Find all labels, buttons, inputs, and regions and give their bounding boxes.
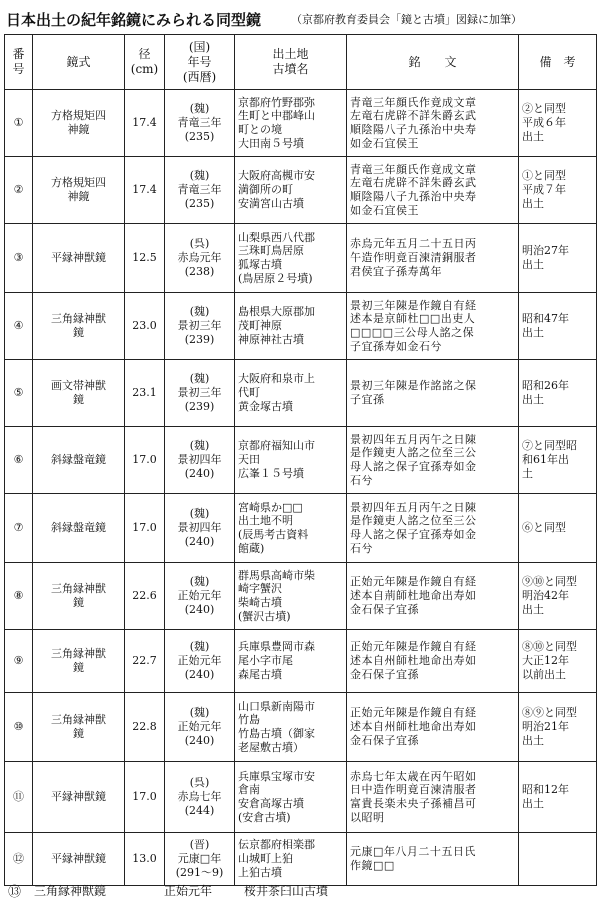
row-num: ⑪ bbox=[5, 762, 33, 833]
row-inscription: 景初四年五月丙午之日陳 是作鏡吏人詺之位至三公 母人詺之保子宜孫寿如金 石兮 bbox=[347, 494, 519, 563]
row-note: 明治27年 出土 bbox=[519, 224, 597, 293]
row-inscription: 赤烏七年太歳在丙午昭如 日中造作明竟百湅清服者 富貴長楽未央子孫補昌可 以昭明 bbox=[347, 762, 519, 833]
row-type: 平縁神獣鏡 bbox=[33, 762, 125, 833]
table-row bbox=[5, 427, 597, 494]
row-location: 京都府福知山市 天田 広峯１５号墳 bbox=[235, 427, 347, 494]
row-location: 大阪府和泉市上 代町 黄金塚古墳 bbox=[235, 360, 347, 427]
header-num: 番 号 bbox=[5, 35, 33, 90]
row-type: 斜縁盤竜鏡 bbox=[33, 427, 125, 494]
footer-entry bbox=[8, 878, 598, 902]
row-inscription: 正始元年陳是作鏡自有経 述本自州師杜地命出寿如 金石保子宜孫 bbox=[347, 630, 519, 693]
row-inscription: 青竜三年顔氏作竟成文章 左竜右虎辟不詳朱爵玄武 順陰陽八子九孫治中央寿 如金石宜侯王 bbox=[347, 90, 519, 157]
table-row bbox=[5, 630, 597, 693]
table-row bbox=[5, 693, 597, 762]
row-era: (魏) 正始元年 (240) bbox=[165, 563, 235, 630]
row-num: ⑨ bbox=[5, 630, 33, 693]
row-diameter: 17.4 bbox=[125, 90, 165, 157]
row-type: 画文帯神獣 鏡 bbox=[33, 360, 125, 427]
row-inscription: 正始元年陳是作鏡自有経 述本自州師杜地命出寿如 金石保子宜孫 bbox=[347, 693, 519, 762]
row-location: 島根県大原郡加 茂町神原 神原神社古墳 bbox=[235, 293, 347, 360]
row-diameter: 22.6 bbox=[125, 563, 165, 630]
header-inscription: 銘 文 bbox=[347, 35, 519, 90]
row-era: (魏) 青竜三年 (235) bbox=[165, 157, 235, 224]
row-location: 宮崎県か□□ 出土地不明 (辰馬考古資料 館蔵) bbox=[235, 494, 347, 563]
footer-location: 桜井茶臼山古墳 bbox=[244, 883, 329, 898]
row-era: (魏) 景初四年 (240) bbox=[165, 494, 235, 563]
footer-type: 三角縁神獣鏡 bbox=[34, 883, 107, 898]
row-inscription: 景初三年陳是作詺詺之保 子宜孫 bbox=[347, 360, 519, 427]
row-num: ⑩ bbox=[5, 693, 33, 762]
row-era: (晋) 元康□年 (291～9) bbox=[165, 833, 235, 886]
row-num: ② bbox=[5, 157, 33, 224]
row-inscription: 青竜三年顔氏作竟成文章 左竜右虎辟不詳朱爵玄武 順陰陽八子九孫治中央寿 如金石宜侯王 bbox=[347, 157, 519, 224]
row-era: (魏) 青竜三年 (235) bbox=[165, 90, 235, 157]
row-inscription: 正始元年陳是作鏡自有経 述本自荊師杜地命出寿如 金石保子宜孫 bbox=[347, 563, 519, 630]
row-location: 山口県新南陽市 竹島 竹島古墳（御家 老屋敷古墳） bbox=[235, 693, 347, 762]
table-row bbox=[5, 293, 597, 360]
row-diameter: 17.0 bbox=[125, 427, 165, 494]
row-type: 三角縁神獣 鏡 bbox=[33, 563, 125, 630]
row-era: (魏) 景初三年 (239) bbox=[165, 360, 235, 427]
header-note: 備 考 bbox=[519, 35, 597, 90]
table-row bbox=[5, 224, 597, 293]
row-num: ⑦ bbox=[5, 494, 33, 563]
header-diameter: 径 (cm) bbox=[125, 35, 165, 90]
row-diameter: 12.5 bbox=[125, 224, 165, 293]
table-row bbox=[5, 494, 597, 563]
row-era: (魏) 正始元年 (240) bbox=[165, 693, 235, 762]
row-num: ⑤ bbox=[5, 360, 33, 427]
row-num: ① bbox=[5, 90, 33, 157]
row-note: ①と同型 平成７年 出土 bbox=[519, 157, 597, 224]
row-note: ⑦と同型昭 和61年出 土 bbox=[519, 427, 597, 494]
row-diameter: 17.0 bbox=[125, 762, 165, 833]
row-inscription: 景初四年五月丙午之日陳 是作鏡吏人詺之位至三公 母人詺之保子宜孫寿如金 石兮 bbox=[347, 427, 519, 494]
row-num: ⑫ bbox=[5, 833, 33, 886]
row-type: 平縁神獣鏡 bbox=[33, 224, 125, 293]
row-type: 斜縁盤竜鏡 bbox=[33, 494, 125, 563]
header-type: 鏡式 bbox=[33, 35, 125, 90]
source-note: （京都府教育委員会「鏡と古墳」図録に加筆） bbox=[291, 13, 523, 26]
row-diameter: 13.0 bbox=[125, 833, 165, 886]
row-type: 三角縁神獣 鏡 bbox=[33, 693, 125, 762]
row-location: 山梨県西八代郡 三珠町鳥居原 狐塚古墳 (鳥居原２号墳) bbox=[235, 224, 347, 293]
row-diameter: 17.0 bbox=[125, 494, 165, 563]
row-inscription: 赤烏元年五月二十五日丙 午造作明竟百湅清銅服者 君侯宜子孫寿萬年 bbox=[347, 224, 519, 293]
header-location: 出土地 古墳名 bbox=[235, 35, 347, 90]
row-note: ②と同型 平成６年 出土 bbox=[519, 90, 597, 157]
row-type: 三角縁神獣 鏡 bbox=[33, 293, 125, 360]
table-row bbox=[5, 360, 597, 427]
row-era: (呉) 赤烏元年 (238) bbox=[165, 224, 235, 293]
row-location: 兵庫県宝塚市安 倉南 安倉高塚古墳 (安倉古墳) bbox=[235, 762, 347, 833]
table-row bbox=[5, 563, 597, 630]
footer-era: 正始元年 bbox=[164, 883, 213, 898]
row-era: (呉) 赤烏七年 (244) bbox=[165, 762, 235, 833]
header-row bbox=[5, 35, 597, 90]
table-row bbox=[5, 762, 597, 833]
row-inscription: 景初三年陳是作鏡自有経 述本是京師杜□□出吏人 □□□□三公母人詺之保 子宜孫寿如金石兮 bbox=[347, 293, 519, 360]
row-era: (魏) 正始元年 (240) bbox=[165, 630, 235, 693]
row-era: (魏) 景初三年 (239) bbox=[165, 293, 235, 360]
footer-num: ⑬ bbox=[8, 884, 22, 900]
row-location: 兵庫県豊岡市森 尾小字市尾 森尾古墳 bbox=[235, 630, 347, 693]
row-type: 方格規矩四 神鏡 bbox=[33, 90, 125, 157]
row-location: 伝京都府相楽郡 山城町上狛 上狛古墳 bbox=[235, 833, 347, 886]
row-note: 昭和12年 出土 bbox=[519, 762, 597, 833]
row-location: 京都府竹野郡弥 生町と中郡峰山 町との境 大田南５号墳 bbox=[235, 90, 347, 157]
row-diameter: 22.7 bbox=[125, 630, 165, 693]
row-note: ⑨⑩と同型 明治42年 出土 bbox=[519, 563, 597, 630]
row-location: 群馬県高崎市柴 崎字蟹沢 柴崎古墳 (蟹沢古墳) bbox=[235, 563, 347, 630]
row-note: ⑧⑩と同型 大正12年 以前出土 bbox=[519, 630, 597, 693]
table-row bbox=[5, 157, 597, 224]
row-type: 方格規矩四 神鏡 bbox=[33, 157, 125, 224]
row-inscription: 元康□年八月二十五日氏 作鏡□□ bbox=[347, 833, 519, 886]
row-note: 昭和26年 出土 bbox=[519, 360, 597, 427]
table-row bbox=[5, 90, 597, 157]
row-diameter: 23.0 bbox=[125, 293, 165, 360]
row-diameter: 22.8 bbox=[125, 693, 165, 762]
page-title: 日本出土の紀年銘鏡にみられる同型鏡 bbox=[6, 10, 262, 29]
title-row bbox=[6, 6, 596, 32]
row-diameter: 23.1 bbox=[125, 360, 165, 427]
row-num: ③ bbox=[5, 224, 33, 293]
row-type: 三角縁神獣 鏡 bbox=[33, 630, 125, 693]
row-note: ⑧⑨と同型 明治21年 出土 bbox=[519, 693, 597, 762]
header-era: (国) 年号 (西暦) bbox=[165, 35, 235, 90]
row-type: 平縁神獣鏡 bbox=[33, 833, 125, 886]
row-note: ⑥と同型 bbox=[519, 494, 597, 563]
row-diameter: 17.4 bbox=[125, 157, 165, 224]
row-era: (魏) 景初四年 (240) bbox=[165, 427, 235, 494]
row-num: ⑧ bbox=[5, 563, 33, 630]
mirror-table bbox=[4, 34, 597, 886]
row-num: ④ bbox=[5, 293, 33, 360]
row-location: 大阪府高槻市安 満御所の町 安満宮山古墳 bbox=[235, 157, 347, 224]
row-num: ⑥ bbox=[5, 427, 33, 494]
row-note: 昭和47年 出土 bbox=[519, 293, 597, 360]
